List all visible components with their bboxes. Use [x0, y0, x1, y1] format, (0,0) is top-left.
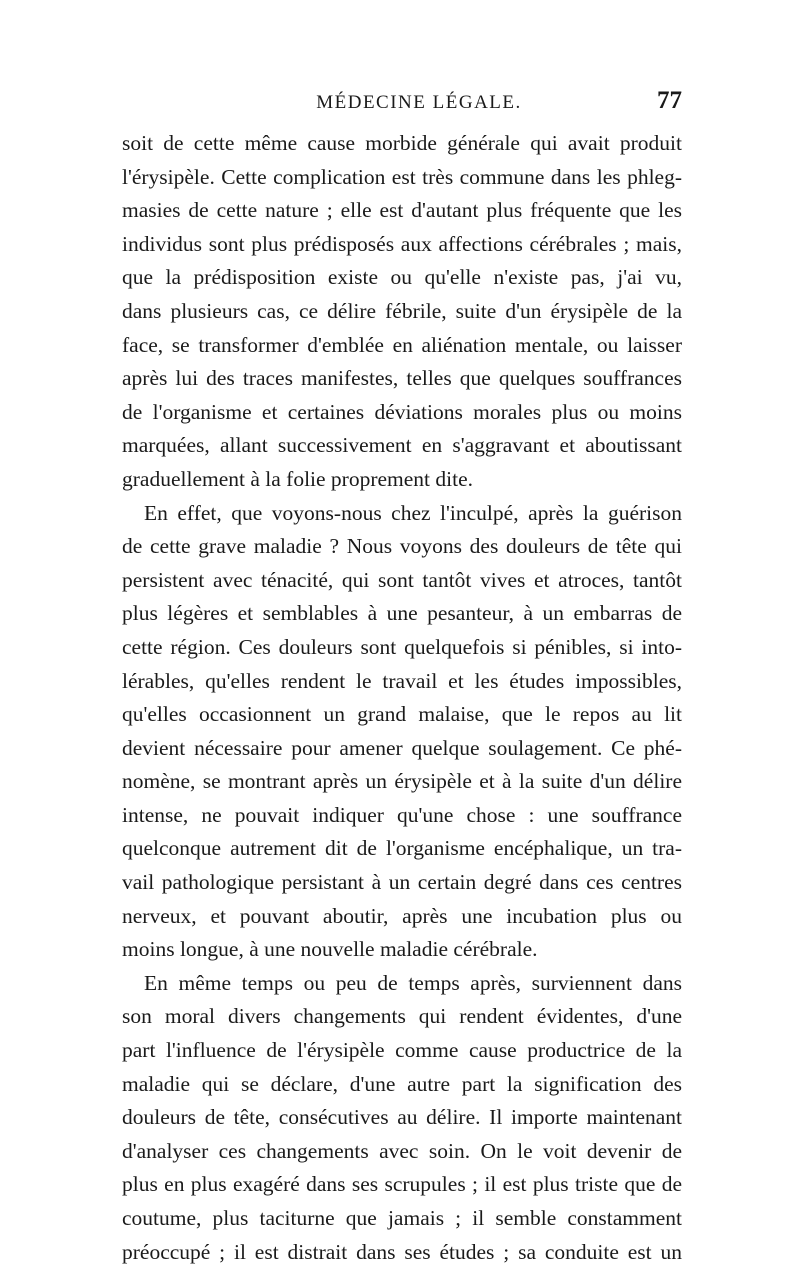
- text-line: soit de cette même cause morbide générale qui avait produit: [122, 131, 682, 155]
- text-line: plus en plus exagéré dans ses scrupules ; il est plus triste que de: [122, 1172, 682, 1197]
- text-line: de cette grave maladie ? Nous voyons des douleurs de tête qui: [122, 534, 682, 559]
- text-line: graduellement à la folie proprement dite.: [122, 466, 474, 491]
- text-line: vail pathologique persistant à un certain degré dans ces centres: [122, 870, 682, 895]
- text-line: nerveux, et pouvant aboutir, après une incubation plus ou: [122, 903, 682, 928]
- text-line: marquées, allant successivement en s'aggravant et aboutissant: [122, 433, 682, 458]
- text-line: moins longue, à une nouvelle maladie cérébrale.: [122, 937, 538, 962]
- text-line: En effet, que voyons-nous chez l'inculpé, après la guérison: [144, 500, 682, 525]
- running-title: MÉDECINE LÉGALE.: [316, 92, 522, 113]
- text-line: d'analyser ces changements avec soin. On le voit devenir de: [122, 1138, 682, 1163]
- text-line: plus légères et semblables à une pesanteur, à un embarras de: [122, 601, 682, 626]
- text-line: nomène, se montrant après un érysipèle et à la suite d'un délire: [122, 769, 682, 794]
- body-text: [122, 127, 682, 1269]
- page-number: 77: [657, 87, 682, 114]
- text-line: dans plusieurs cas, ce délire fébrile, suite d'un érysipèle de la: [122, 298, 682, 323]
- text-line: part l'influence de l'érysipèle comme cause productrice de la: [122, 1038, 682, 1063]
- text-line: face, se transformer d'emblée en aliénation mentale, ou laisser: [122, 332, 682, 357]
- text-line: maladie qui se déclare, d'une autre part la signification des: [122, 1071, 682, 1096]
- text-line: son moral divers changements qui rendent évidentes, d'une: [122, 1004, 682, 1029]
- text-line: individus sont plus prédisposés aux affections cérébrales ; mais,: [122, 231, 682, 256]
- text-line: intense, ne pouvait indiquer qu'une chose : une souffrance: [122, 802, 682, 827]
- text-line: En même temps ou peu de temps après, surviennent dans: [144, 970, 682, 995]
- text-line: persistent avec ténacité, qui sont tantôt vives et atroces, tantôt: [122, 567, 682, 592]
- text-line: que la prédisposition existe ou qu'elle n'existe pas, j'ai vu,: [122, 265, 682, 290]
- text-line: masies de cette nature ; elle est d'autant plus fréquente que les: [122, 198, 682, 223]
- text-line: devient nécessaire pour amener quelque soulagement. Ce phé-: [122, 735, 682, 760]
- text-line: l'érysipèle. Cette complication est très commune dans les phleg-: [122, 164, 682, 189]
- text-line: quelconque autrement dit de l'organisme encéphalique, un tra-: [122, 836, 682, 861]
- text-line: de l'organisme et certaines déviations morales plus ou moins: [122, 399, 682, 424]
- text-line: cette région. Ces douleurs sont quelquefois si pénibles, si into-: [122, 634, 682, 659]
- text-line: préoccupé ; il est distrait dans ses études ; sa conduite est un: [122, 1239, 682, 1264]
- running-head: [122, 88, 682, 118]
- text-line: après lui des traces manifestes, telles que quelques souffrances: [122, 366, 682, 391]
- text-line: lérables, qu'elles rendent le travail et les études impossibles,: [122, 668, 682, 693]
- text-line: qu'elles occasionnent un grand malaise, que le repos au lit: [122, 702, 682, 727]
- text-line: coutume, plus taciturne que jamais ; il semble constamment: [122, 1206, 682, 1230]
- text-line: douleurs de tête, consécutives au délire. Il importe maintenant: [122, 1105, 682, 1130]
